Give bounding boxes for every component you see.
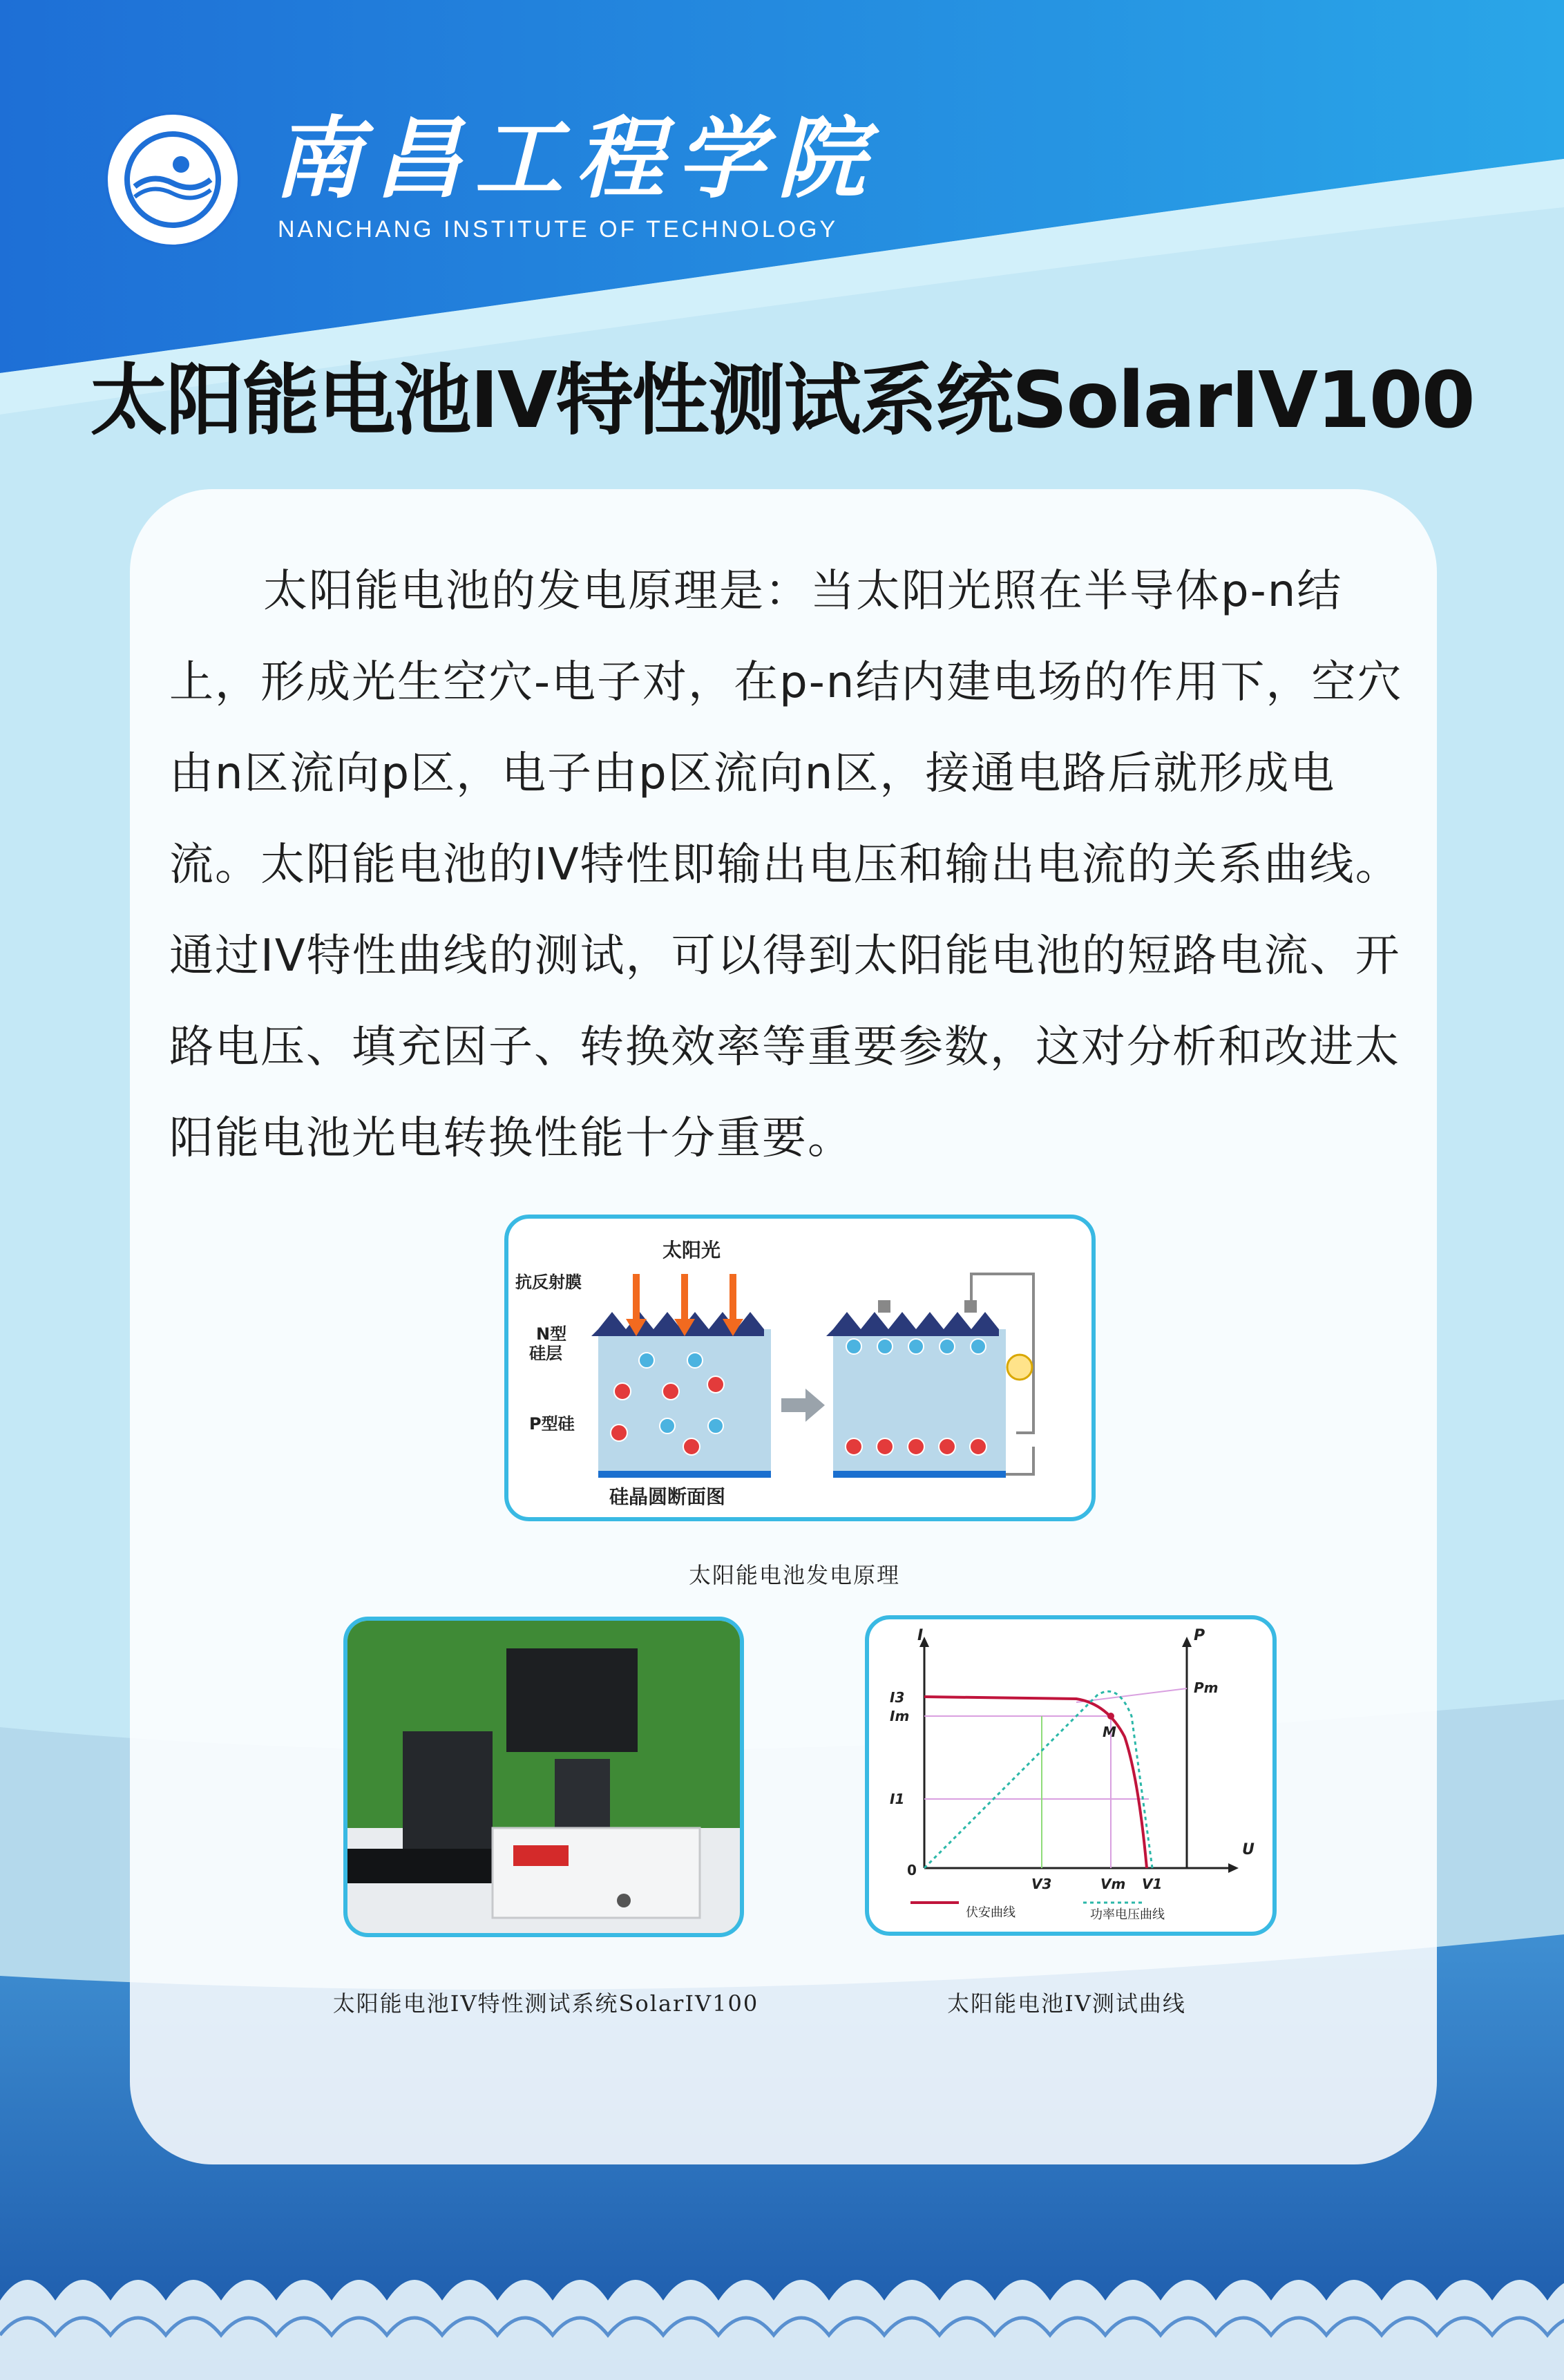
figure-principle xyxy=(504,1215,1096,1521)
page-title: 太阳能电池IV特性测试系统SolarIV100 xyxy=(90,356,1474,446)
label-p-type: P型硅 xyxy=(529,1414,575,1434)
tick-i3: I3 xyxy=(890,1689,905,1706)
label-sunlight: 太阳光 xyxy=(662,1239,721,1262)
origin-label: 0 xyxy=(907,1862,917,1878)
caption-system: 太阳能电池IV特性测试系统SolarIV100 xyxy=(332,1990,759,2017)
legend-iv: 伏安曲线 xyxy=(966,1905,1015,1920)
iv-curve-chart xyxy=(869,1619,1272,1932)
label-si-layer: 硅层 xyxy=(529,1344,562,1363)
label-n-type: N型 xyxy=(536,1324,567,1344)
caption-iv-curve: 太阳能电池IV测试曲线 xyxy=(947,1990,1186,2017)
tick-im: Im xyxy=(890,1708,910,1724)
brand-name-en: NANCHANG INSTITUTE OF TECHNOLOGY xyxy=(278,216,839,242)
axis-u-label: U xyxy=(1242,1841,1255,1858)
tick-v3: V3 xyxy=(1031,1876,1052,1892)
brand-name-cn: 南昌工程学院 xyxy=(273,107,879,211)
tick-v1: V1 xyxy=(1142,1876,1163,1892)
iv-curve-line xyxy=(924,1697,1147,1868)
tick-i1: I1 xyxy=(890,1791,905,1807)
figure-iv-curve xyxy=(865,1615,1277,1936)
axis-p-label: P xyxy=(1194,1627,1205,1644)
legend-power: 功率电压曲线 xyxy=(1090,1907,1165,1922)
figure-system-photo xyxy=(343,1617,744,1937)
label-anti-reflect: 抗反射膜 xyxy=(515,1273,582,1292)
tick-pm: Pm xyxy=(1194,1679,1219,1696)
system-photo xyxy=(347,1621,740,1933)
power-curve-line xyxy=(924,1691,1152,1868)
caption-principle: 太阳能电池发电原理 xyxy=(688,1562,900,1588)
label-cross-section: 硅晶圆断面图 xyxy=(609,1485,726,1508)
axis-i-label: I xyxy=(917,1627,924,1644)
tick-vm: Vm xyxy=(1100,1876,1126,1892)
principle-diagram xyxy=(508,1219,1091,1517)
intro-paragraph: 太阳能电池的发电原理是：当太阳光照在半导体p-n结上，形成光生空穴-电子对，在p-n结内建电场的作用下，空穴由n区流向p区，电子由p区流向n区，接通电路后就形成电流。太阳能电池的IV特性即输出电压和输出电流的关系曲线。通过IV特性曲线的测试，可以得到太阳能电池的短路电流、开路电压、填充因子、转换效率等重要参数，这对分析和改进太阳能电池光电转换性能十分重要。 xyxy=(169,566,1403,1164)
max-power-point xyxy=(1107,1713,1114,1720)
point-m-label: M xyxy=(1103,1724,1116,1740)
school-logo xyxy=(104,111,242,249)
